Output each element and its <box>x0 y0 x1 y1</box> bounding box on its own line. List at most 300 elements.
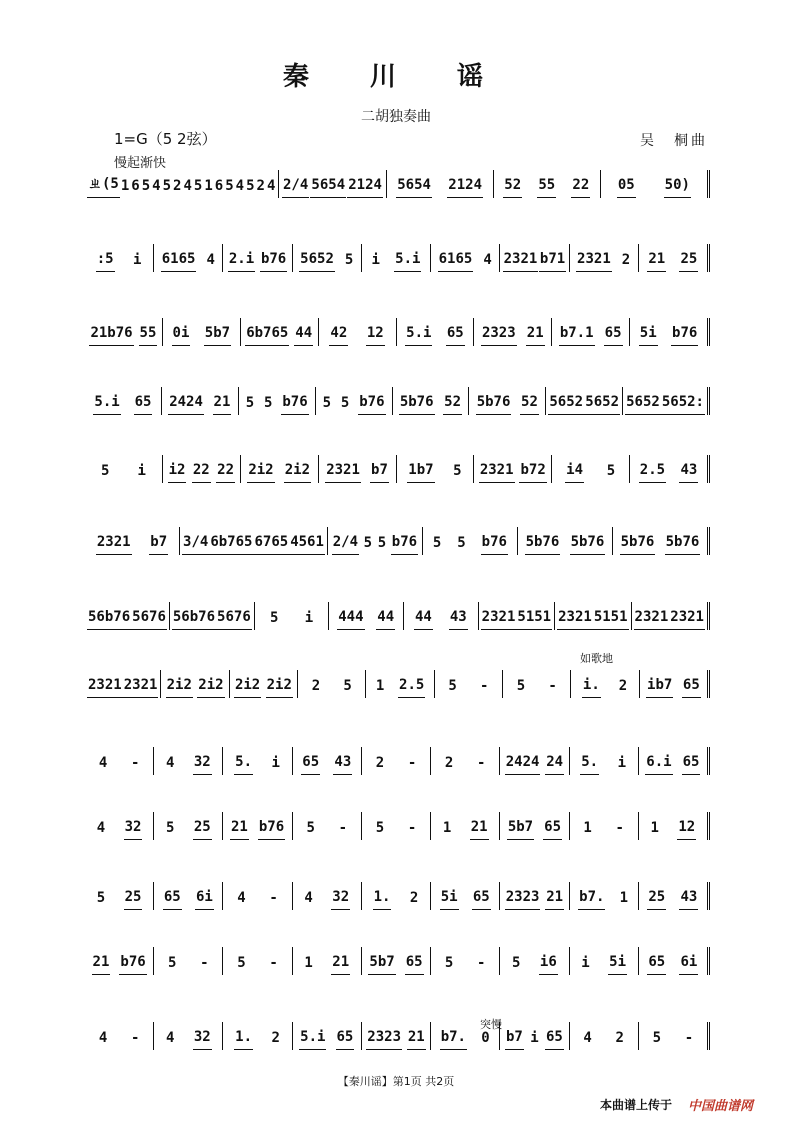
note-group: 2 <box>271 1030 280 1046</box>
note-group: 21 <box>331 954 350 975</box>
note-group: 5 <box>444 955 454 971</box>
measure <box>279 170 386 198</box>
note-group: b76 <box>119 954 146 975</box>
measure <box>640 670 710 698</box>
measure <box>387 170 494 198</box>
measure <box>500 747 569 775</box>
measure <box>500 244 569 272</box>
note-group: 1b7 <box>407 462 434 483</box>
measure <box>570 812 639 840</box>
measure <box>154 747 223 775</box>
measure <box>623 387 710 415</box>
note-group: 50) <box>664 177 691 198</box>
note-group: 21b76 <box>89 325 133 346</box>
upload-note: 本曲谱上传于 <box>600 1098 673 1112</box>
measure <box>570 1022 639 1050</box>
note-group: 5.i <box>394 251 421 272</box>
note-group: 2321 <box>634 609 670 630</box>
note-group: 32 <box>331 889 350 910</box>
note-group: b7. <box>440 1029 467 1050</box>
note-group: 52 <box>503 177 522 198</box>
note-group: - <box>130 755 140 771</box>
note-group: 1 <box>583 820 592 836</box>
note-group: 2 <box>375 755 385 771</box>
note-group: i <box>271 755 280 771</box>
note-group: - <box>684 1030 694 1046</box>
note-group: b76 <box>358 394 385 415</box>
note-group: 5 <box>377 535 387 551</box>
note-group: 5 <box>606 463 616 479</box>
note-group: 5 <box>306 820 315 836</box>
note-group: 5 <box>96 890 106 906</box>
measure <box>397 455 475 483</box>
note-group: 5151 <box>516 609 552 630</box>
note-group: 42 <box>329 325 348 346</box>
note-group: 2 <box>409 890 419 906</box>
measure <box>223 1022 292 1050</box>
note-group: 2.5 <box>639 462 666 483</box>
measure <box>85 882 154 910</box>
score-line <box>85 745 710 775</box>
note-group: b76 <box>281 394 308 415</box>
measure <box>85 602 170 630</box>
note-group: 6b765 <box>209 534 253 555</box>
note-group: 5652: <box>661 394 705 415</box>
note-group: 65 <box>682 677 701 698</box>
note-group: - <box>130 1030 140 1046</box>
measure <box>293 882 362 910</box>
note-group: 65 <box>543 819 562 840</box>
note-group: - <box>269 955 278 971</box>
note-group: 6165 <box>161 251 197 272</box>
note-group: 65 <box>446 325 465 346</box>
note-group: 6765 <box>253 534 289 555</box>
note-group: 5676 <box>216 609 252 630</box>
note-group: 5.i <box>93 394 120 415</box>
measure <box>241 318 319 346</box>
note-group: 4 <box>266 178 276 194</box>
measure <box>85 1022 154 1050</box>
note-group: - <box>548 678 557 694</box>
note-group: 6i <box>679 954 698 975</box>
note-group: 65 <box>472 889 491 910</box>
score-line <box>85 385 710 415</box>
note-group: 65 <box>301 754 320 775</box>
note-group: 25 <box>124 889 143 910</box>
note-group: 2321 <box>479 462 515 483</box>
note-group: 2424 <box>168 394 204 415</box>
note-group: 5b7 <box>204 325 231 346</box>
measure <box>85 318 163 346</box>
measure <box>180 527 328 555</box>
note-group: - <box>269 890 278 906</box>
note-group: 2i2 <box>197 677 224 698</box>
note-group: b76 <box>671 325 698 346</box>
measure <box>393 387 470 415</box>
note-group: 2 <box>173 178 182 194</box>
measure <box>639 1022 710 1050</box>
note-group: 5.i <box>299 1029 326 1050</box>
note-group: 5 <box>237 955 246 971</box>
note-group: 4 <box>98 1030 108 1046</box>
note-group: 32 <box>193 1029 212 1050</box>
note-group: 2i2 <box>266 677 293 698</box>
note-group: b7 <box>505 1029 524 1050</box>
note-group: 5 <box>516 678 526 694</box>
measure <box>85 387 162 415</box>
note-group: 24 <box>545 754 564 775</box>
note-group: - <box>407 755 417 771</box>
note-group: 65 <box>163 889 182 910</box>
note-group: 5.i <box>405 325 432 346</box>
measure <box>241 455 319 483</box>
measure <box>85 747 154 775</box>
note-group: 65 <box>545 1029 564 1050</box>
measure <box>319 455 397 483</box>
score-line <box>85 525 710 555</box>
note-group: - <box>477 955 486 971</box>
measure <box>170 602 255 630</box>
measure <box>431 244 500 272</box>
note-group: 22 <box>216 462 235 483</box>
measure <box>479 602 555 630</box>
note-group: 2124 <box>347 177 383 198</box>
score-title: 秦 川 谣 <box>282 62 510 92</box>
note-group: 6i <box>195 889 214 910</box>
note-group: 22 <box>192 462 211 483</box>
measure <box>239 387 316 415</box>
note-group: 21 <box>545 889 564 910</box>
note-group: 5 <box>245 395 255 411</box>
measure <box>435 670 503 698</box>
note-group: i. <box>582 677 601 698</box>
note-group: 2321 <box>669 609 705 630</box>
note-group: 52 <box>443 394 462 415</box>
note-group: 5 <box>457 535 466 551</box>
note-group: 2/4 <box>332 534 359 555</box>
note-group: 32 <box>124 819 143 840</box>
measure <box>293 812 362 840</box>
score-line <box>85 168 710 198</box>
note-group: 4 <box>583 1030 592 1046</box>
composer: 吴 桐曲 <box>640 133 708 149</box>
note-group: 2.5 <box>398 677 425 698</box>
note-group: 2 <box>256 178 265 194</box>
note-group: 5i <box>608 954 627 975</box>
note-group: 44 <box>376 609 395 630</box>
note-group: 2/4 <box>282 177 309 198</box>
note-group: 5654 <box>310 177 346 198</box>
score-line <box>85 1020 710 1050</box>
note-group: i6 <box>539 954 558 975</box>
measure <box>431 747 500 775</box>
note-group: 5 <box>168 955 177 971</box>
measure <box>431 882 500 910</box>
note-group: 5 <box>322 395 331 411</box>
measure <box>474 455 552 483</box>
note-group: 6165 <box>438 251 474 272</box>
note-group: 25 <box>193 819 212 840</box>
note-group: 56b76 <box>172 609 216 630</box>
measure <box>319 318 397 346</box>
measure <box>431 947 500 975</box>
note-group: - <box>200 955 209 971</box>
measure <box>613 527 710 555</box>
note-group: i4 <box>565 462 584 483</box>
note-group: 65 <box>682 754 701 775</box>
score-line <box>85 316 710 346</box>
note-group: 5b76 <box>570 534 606 555</box>
measure <box>163 318 241 346</box>
note-group: 1. <box>234 1029 253 1050</box>
note-group: 5i <box>639 325 658 346</box>
note-group: 65 <box>647 954 666 975</box>
note-group: 2124 <box>447 177 483 198</box>
note-group: - <box>615 820 624 836</box>
note-group: 55 <box>537 177 556 198</box>
note-group: 2323 <box>481 325 517 346</box>
measure <box>546 387 623 415</box>
note-group: 2321 <box>87 677 123 698</box>
note-group: b76 <box>391 534 418 555</box>
measure <box>570 244 639 272</box>
measure <box>230 670 298 698</box>
note-group: b76 <box>481 534 508 555</box>
note-group: 21 <box>647 251 666 272</box>
note-group: b7 <box>370 462 389 483</box>
note-group: 21 <box>213 394 232 415</box>
note-group: 5. <box>234 754 253 775</box>
note-group: 2321 <box>557 609 593 630</box>
measure <box>316 387 393 415</box>
note-group: 1 <box>204 178 213 194</box>
measure <box>362 947 431 975</box>
measure <box>223 812 292 840</box>
expression-tuman: 突慢 <box>480 1018 502 1031</box>
measure <box>555 602 631 630</box>
note-group: 2i2 <box>166 677 193 698</box>
measure <box>494 170 601 198</box>
expression-ruge: 如歌地 <box>580 652 613 665</box>
note-group: 55 <box>139 325 158 346</box>
note-group: 2321 <box>481 609 517 630</box>
note-group: 43 <box>449 609 468 630</box>
note-group: 4 <box>96 820 106 836</box>
key-signature: 1=G（5 2弦） <box>114 130 217 148</box>
note-group: 2 <box>311 678 321 694</box>
note-group: b76 <box>260 251 287 272</box>
note-group: b76 <box>258 819 285 840</box>
score-line <box>85 880 710 910</box>
note-group: 5b76 <box>620 534 656 555</box>
measure <box>362 812 431 840</box>
note-group: 25 <box>647 889 666 910</box>
tempo-marking: 慢起渐快 <box>114 156 167 171</box>
note-group: 12 <box>677 819 696 840</box>
note-group: 12 <box>366 325 385 346</box>
note-group: i <box>137 463 146 479</box>
note-group: 0i <box>172 325 191 346</box>
note-group: 21 <box>92 954 111 975</box>
note-group: 5 <box>344 252 354 268</box>
note-group: 5b7 <box>368 954 395 975</box>
note-group: 4 <box>165 755 175 771</box>
measure <box>500 1022 569 1050</box>
note-group: 5 <box>141 178 151 194</box>
note-group: 5 <box>246 178 255 194</box>
measure <box>630 455 710 483</box>
note-group: b71 <box>539 251 566 272</box>
note-group: i <box>617 755 626 771</box>
note-group: 5 <box>264 395 273 411</box>
note-group: 2 <box>618 678 628 694</box>
note-group: b72 <box>519 462 546 483</box>
note-group: 21 <box>470 819 489 840</box>
score-line <box>85 945 710 975</box>
note-group: 5676 <box>131 609 167 630</box>
note-group: 22 <box>571 177 590 198</box>
note-group: 2321 <box>96 534 132 555</box>
note-group: 5 <box>448 678 457 694</box>
note-group: 4561 <box>289 534 325 555</box>
note-group: 5 <box>375 820 385 836</box>
note-group: 1 <box>619 890 629 906</box>
measure <box>362 244 431 272</box>
note-group: 0 <box>481 1030 490 1046</box>
note-group: 43 <box>679 462 698 483</box>
note-group: 2i2 <box>234 677 261 698</box>
score-line <box>85 810 710 840</box>
measure <box>570 882 639 910</box>
note-group: ib7 <box>646 677 673 698</box>
note-group: 5b76 <box>399 394 435 415</box>
note-group: 1. <box>373 889 392 910</box>
measure <box>500 812 569 840</box>
measure <box>162 387 239 415</box>
note-group: 5652 <box>299 251 335 272</box>
measure <box>223 244 292 272</box>
note-group: 52 <box>520 394 539 415</box>
note-group: 56b76 <box>87 609 131 630</box>
note-group: 1 <box>442 820 452 836</box>
note-group: 44 <box>414 609 433 630</box>
site-logo: 中国曲谱网 <box>688 1099 754 1114</box>
note-group: 2424 <box>505 754 541 775</box>
note-group: 4 <box>165 1030 175 1046</box>
note-group: 2i2 <box>247 462 274 483</box>
note-group: 5b7 <box>507 819 534 840</box>
note-group: 2 <box>621 252 631 268</box>
note-group: 2 <box>444 755 454 771</box>
measure <box>601 170 710 198</box>
note-group: 32 <box>193 754 212 775</box>
measure <box>632 602 710 630</box>
measure <box>85 527 180 555</box>
measure <box>154 947 223 975</box>
score-line <box>85 668 710 698</box>
note-group: 5 <box>453 463 462 479</box>
measure <box>154 812 223 840</box>
note-group: 2i2 <box>284 462 311 483</box>
measure <box>255 602 330 630</box>
measure <box>298 670 366 698</box>
measure <box>552 318 630 346</box>
measure <box>85 812 154 840</box>
note-group: b7. <box>578 889 605 910</box>
note-group: i <box>530 1030 539 1046</box>
note-group: 6 <box>131 178 140 194</box>
measure <box>571 670 639 698</box>
note-group: 5. <box>580 754 599 775</box>
note-group: 2321 <box>325 462 361 483</box>
note-group: 5 <box>193 178 203 194</box>
measure <box>639 747 710 775</box>
page-footer: 【秦川谣】第1页 共2页 <box>337 1075 455 1088</box>
measure <box>293 244 362 272</box>
note-group: 5652 <box>548 394 584 415</box>
note-group: 5 <box>512 955 521 971</box>
note-group: 43 <box>333 754 352 775</box>
measure <box>85 670 161 698</box>
note-group: 1 <box>650 820 659 836</box>
note-group: 21 <box>230 819 249 840</box>
note-group: 5b76 <box>525 534 561 555</box>
score-line <box>85 600 710 630</box>
note-group: 5i <box>440 889 459 910</box>
measure <box>161 670 229 698</box>
note-group: i <box>581 955 590 971</box>
note-group: 5b76 <box>476 394 512 415</box>
measure <box>518 527 613 555</box>
measure <box>503 670 571 698</box>
measure <box>293 947 362 975</box>
note-group: 6 <box>214 178 224 194</box>
measure <box>163 455 241 483</box>
note-group: 5 <box>340 395 350 411</box>
note-group: 1 <box>120 178 130 194</box>
note-group: 5 <box>432 535 442 551</box>
note-group: 1 <box>375 678 385 694</box>
measure <box>570 747 639 775</box>
measure <box>500 882 569 910</box>
note-group: 3/4 <box>182 534 209 555</box>
note-group: 4 <box>483 252 492 268</box>
note-group: i <box>304 610 314 626</box>
measure <box>362 1022 431 1050</box>
measure <box>639 882 710 910</box>
note-group: :5 <box>96 251 115 272</box>
note-group: ㄓ(5 <box>87 173 120 198</box>
note-group: - <box>407 820 417 836</box>
score-line <box>85 453 710 483</box>
note-group: 65 <box>336 1029 355 1050</box>
note-group: 65 <box>405 954 424 975</box>
measure <box>223 747 292 775</box>
note-group: 5652 <box>584 394 620 415</box>
note-group: - <box>477 755 486 771</box>
note-group: 5 <box>652 1030 662 1046</box>
note-group: 4 <box>237 890 246 906</box>
score-subtitle: 二胡独奏曲 <box>361 109 431 125</box>
note-group: 5151 <box>593 609 629 630</box>
measure <box>469 387 546 415</box>
note-group: 5b76 <box>665 534 701 555</box>
measure <box>570 947 639 975</box>
measure <box>500 947 569 975</box>
measure <box>639 947 710 975</box>
note-group: 65 <box>604 325 623 346</box>
note-group: 21 <box>526 325 545 346</box>
